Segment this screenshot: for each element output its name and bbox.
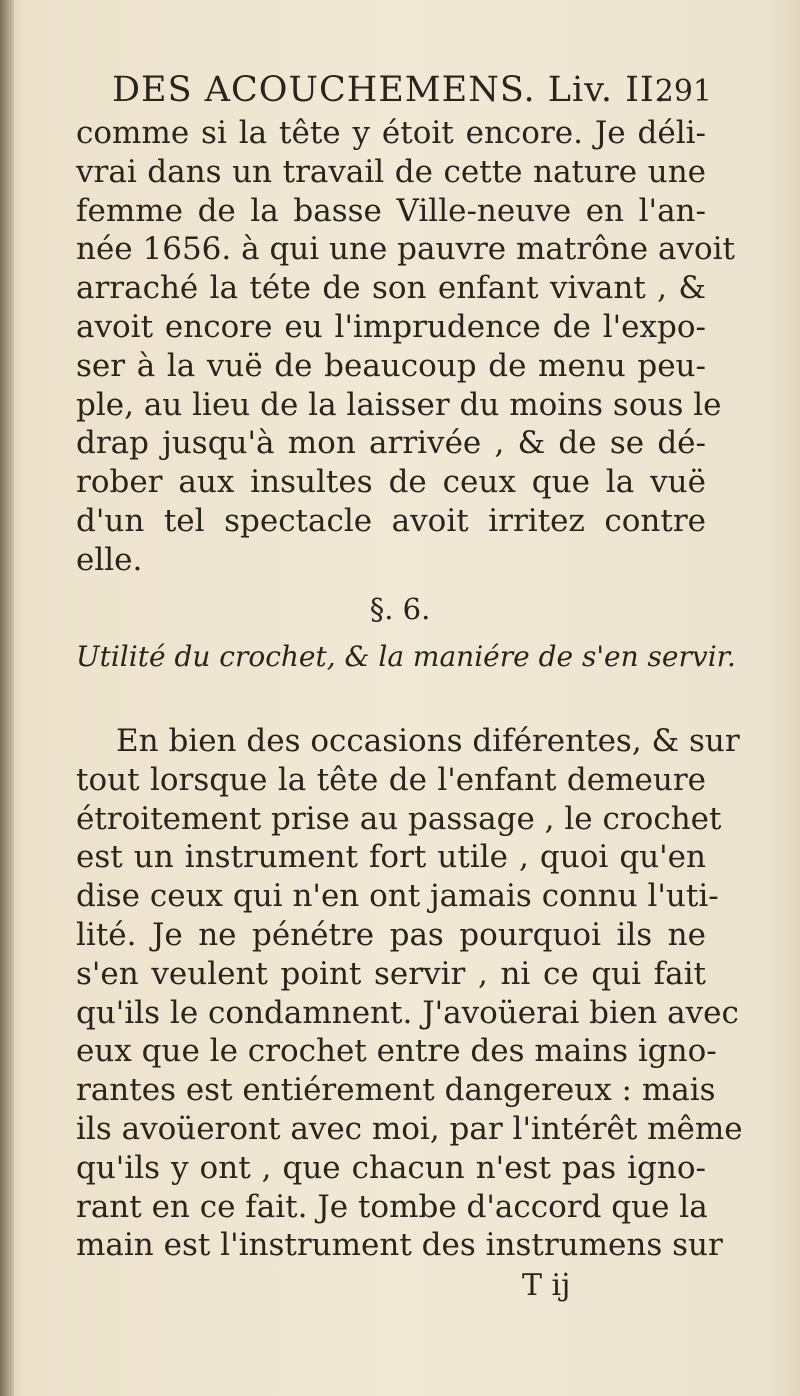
- page-number: 291: [654, 74, 712, 109]
- text-line: est un instrument fort utile , quoi qu'en: [76, 839, 706, 876]
- text-line: elle.: [76, 541, 143, 578]
- text-line: rantes est entiérement dangereux : mais: [76, 1072, 716, 1109]
- paragraph-2: [76, 722, 743, 1265]
- text-line: vrai dans un travail de cette nature une: [76, 153, 706, 190]
- text-line: rober aux insultes de ceux que la vuë: [76, 464, 706, 501]
- text-line: qu'ils le condamnent. J'avoüerai bien avec: [76, 994, 739, 1031]
- text-line: eux que le crochet entre des mains igno-: [76, 1033, 717, 1070]
- text-line: En bien des occasions diférentes, & sur: [116, 723, 740, 759]
- paragraph-1: [76, 114, 735, 580]
- text-line: drap jusqu'à mon arrivée , & de se dé-: [76, 425, 706, 462]
- text-line: dise ceux qui n'en ont jamais connu l'uti-: [76, 878, 719, 915]
- text-line: qu'ils y ont , que chacun n'est pas igno-: [76, 1149, 706, 1186]
- section-mark: §. 6.: [369, 592, 431, 626]
- text-line: ser à la vuë de beaucoup de menu peu-: [76, 347, 706, 384]
- text-line: tout lorsque la tête de l'enfant demeure: [76, 761, 706, 798]
- text-line: née 1656. à qui une pauvre matrône avoit: [76, 231, 735, 268]
- text-line: d'un tel spectacle avoit irritez contre: [76, 502, 706, 539]
- signature-mark: T ij: [522, 1268, 571, 1303]
- section-subheading: Utilité du crochet, & la maniére de s'en servir.: [76, 640, 736, 673]
- text-line: s'en veulent point servir , ni ce qui fait: [76, 955, 706, 992]
- text-line: main est l'instrument des instrumens sur: [76, 1227, 723, 1264]
- text-line: rant en ce fait. Je tombe d'accord que la: [76, 1188, 708, 1225]
- binding-shadow: [0, 0, 14, 1396]
- text-line: femme de la basse Ville-neuve en l'an-: [76, 192, 706, 229]
- text-line: ple, au lieu de la laisser du moins sous le: [76, 386, 722, 423]
- text-line: étroitement prise au passage , le crochet: [76, 800, 722, 837]
- page-header: [112, 70, 712, 114]
- text-line: lité. Je ne pénétre pas pourquoi ils ne: [76, 916, 706, 953]
- text-line: comme si la tête y étoit encore. Je déli-: [76, 115, 706, 151]
- text-line: avoit encore eu l'imprudence de l'expo-: [76, 308, 706, 345]
- text-line: arraché la téte de son enfant vivant , &: [76, 270, 706, 307]
- text-line: ils avoüeront avec moi, par l'intérêt même: [76, 1110, 743, 1147]
- running-title: DES ACOUCHEMENS. Liv. II.: [112, 70, 667, 110]
